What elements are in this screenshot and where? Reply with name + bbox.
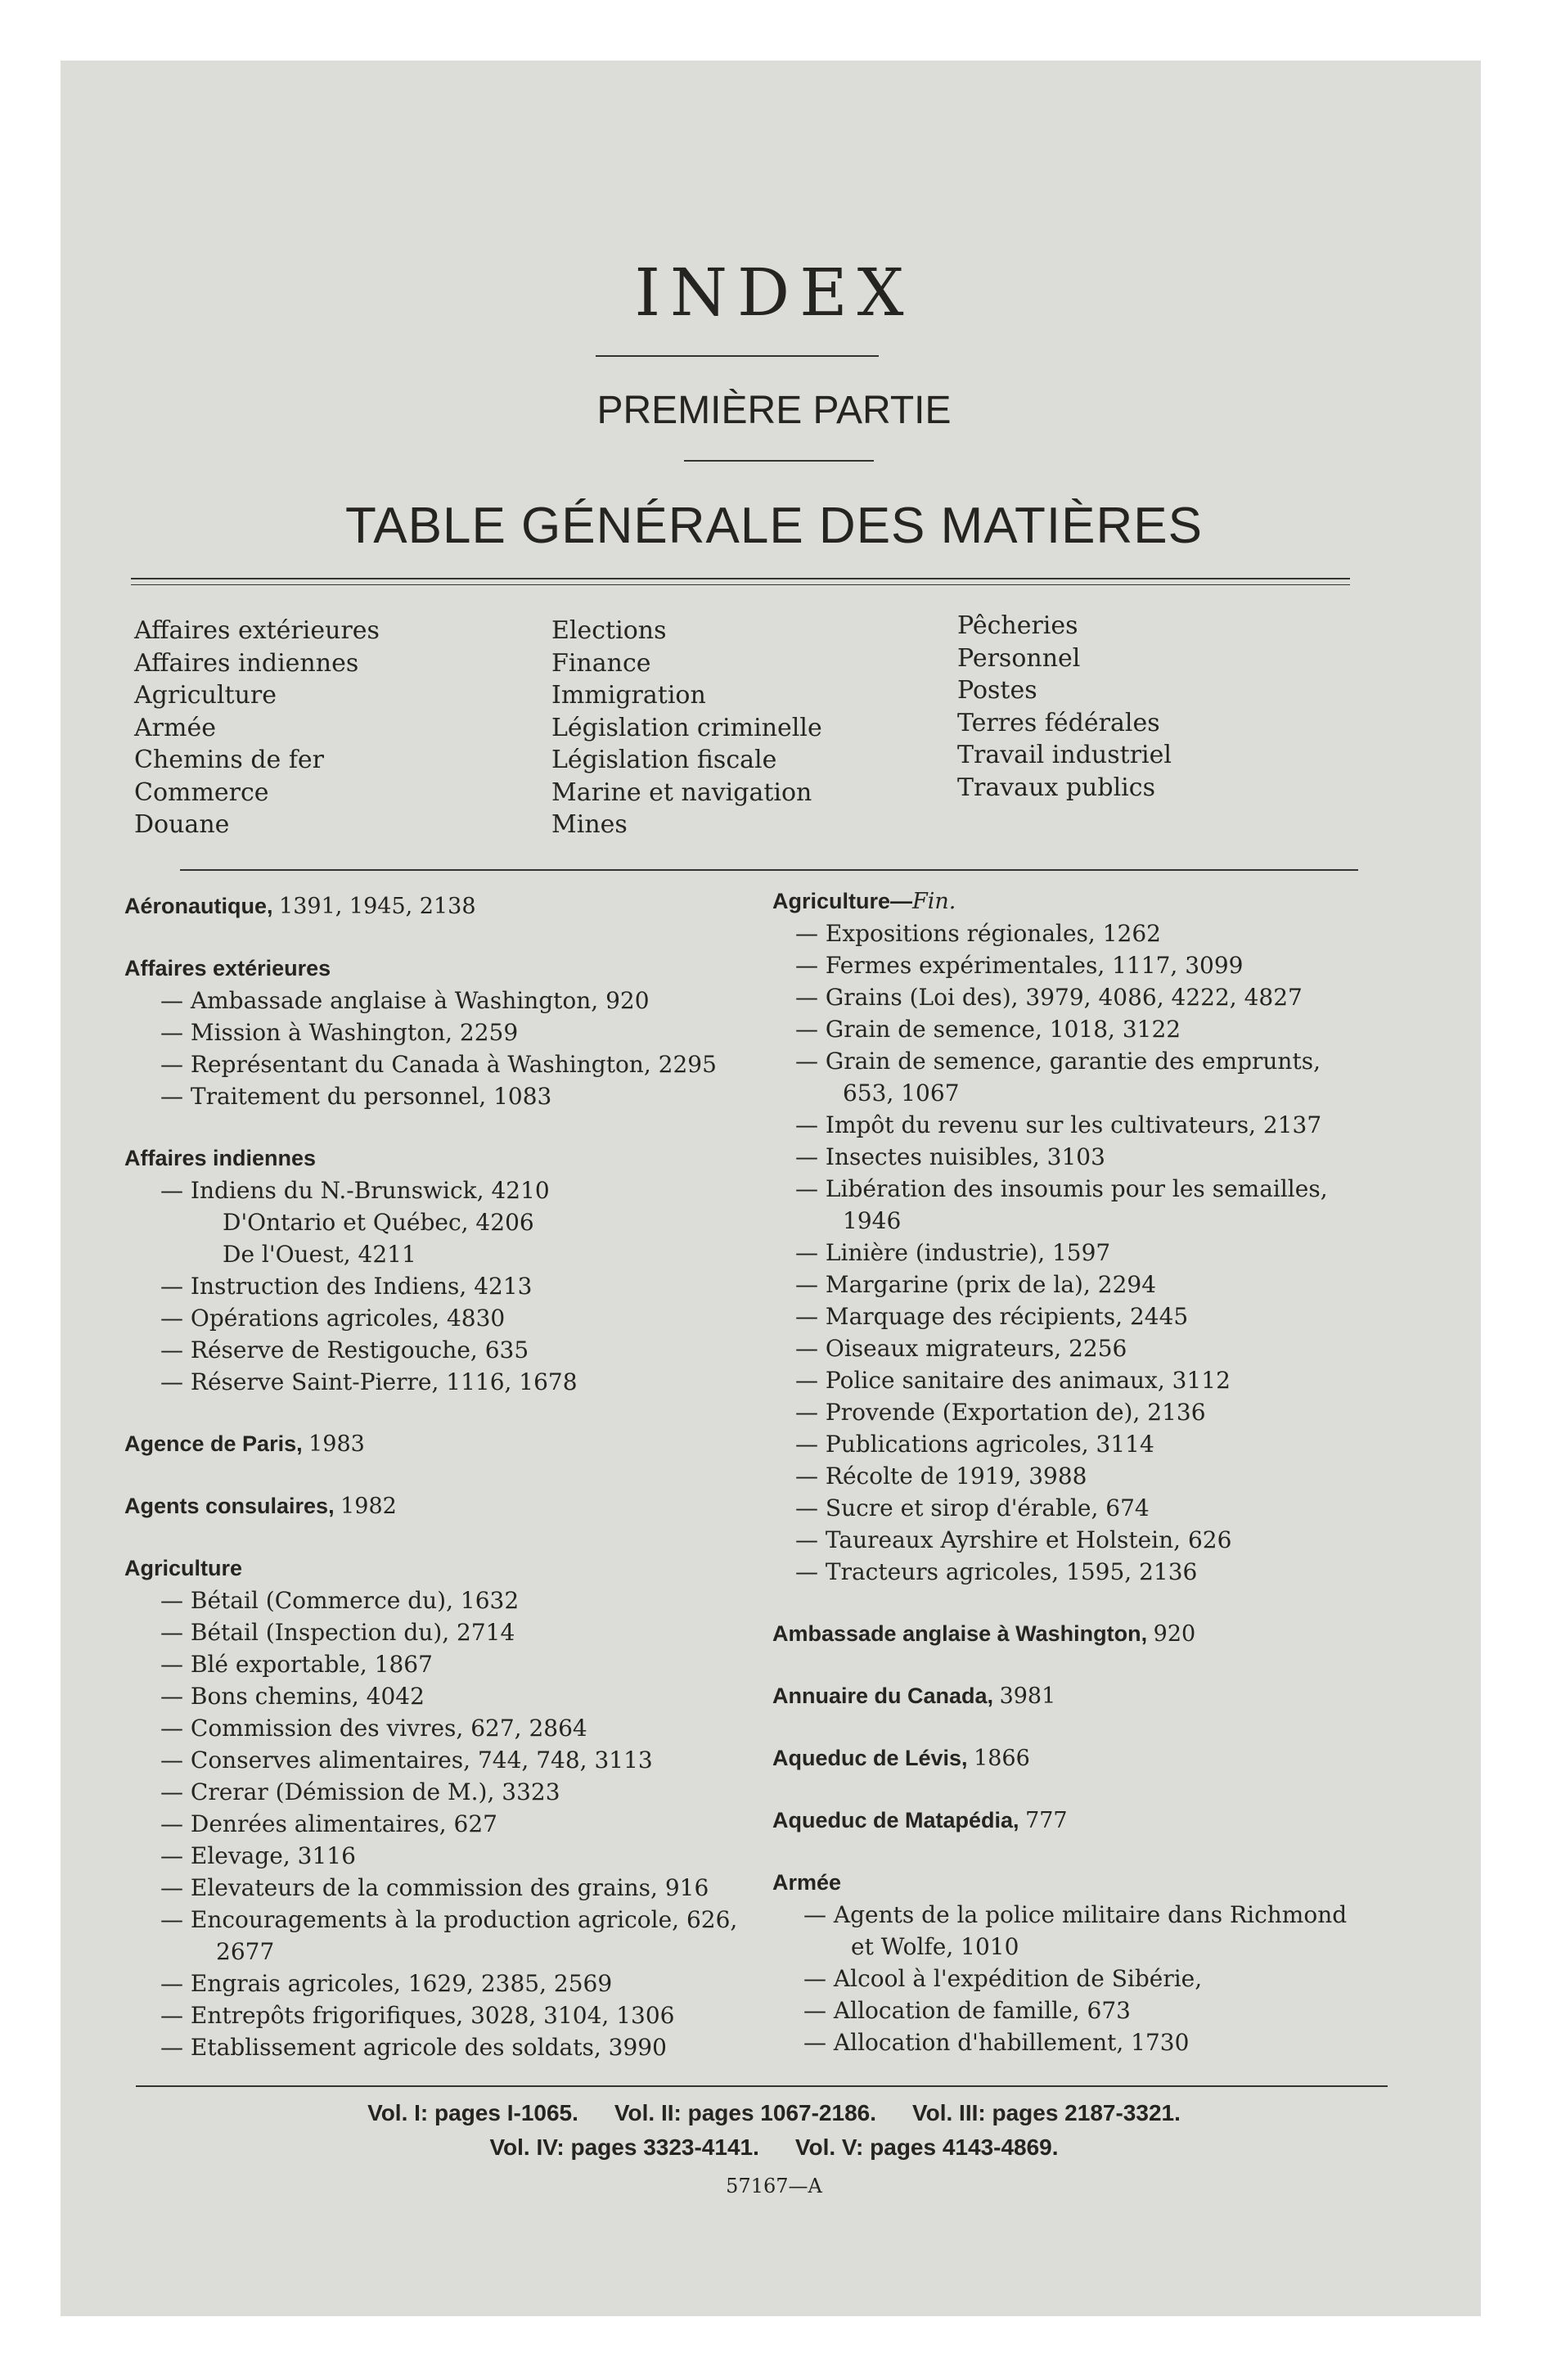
index-entry: — Conserves alimentaires, 744, 748, 3113 bbox=[160, 1747, 653, 1774]
index-heading: Aqueduc de Matapédia, 777 bbox=[772, 1808, 1068, 1833]
index-entry: — Taureaux Ayrshire et Holstein, 626 bbox=[795, 1526, 1232, 1553]
topic-item: Immigration bbox=[551, 681, 706, 710]
index-entry: — Commission des vivres, 627, 2864 bbox=[160, 1715, 587, 1742]
topic-item: Elections bbox=[551, 616, 667, 645]
index-entry: — Provende (Exportation de), 2136 bbox=[795, 1399, 1206, 1426]
index-entry: — Fermes expérimentales, 1117, 3099 bbox=[795, 952, 1244, 979]
index-entry: — Sucre et sirop d'érable, 674 bbox=[795, 1494, 1150, 1521]
volume-line-1 bbox=[0, 2097, 1548, 2130]
index-entry: — Margarine (prix de la), 2294 bbox=[795, 1271, 1157, 1298]
topic-item: Douane bbox=[134, 810, 230, 839]
index-entry: — Tracteurs agricoles, 1595, 2136 bbox=[795, 1558, 1198, 1585]
topic-item: Agriculture bbox=[134, 681, 277, 710]
index-heading: Aqueduc de Lévis, 1866 bbox=[772, 1746, 1030, 1771]
index-entry: — Ambassade anglaise à Washington, 920 bbox=[160, 987, 650, 1014]
index-entry: — Libération des insoumis pour les semailles, 1946 bbox=[795, 1175, 1328, 1234]
index-entry: — Grains (Loi des), 3979, 4086, 4222, 4827 bbox=[795, 984, 1303, 1011]
index-entry: — Alcool à l'expédition de Sibérie, bbox=[803, 1965, 1203, 1992]
part-heading: PREMIÈRE PARTIE bbox=[596, 389, 952, 432]
topic-item: Postes bbox=[957, 676, 1037, 705]
topics-column-1 bbox=[134, 615, 380, 841]
table-title: TABLE GÉNÉRALE DES MATIÈRES bbox=[345, 498, 1203, 554]
topic-item: Finance bbox=[551, 648, 651, 678]
index-entry: — Réserve de Restigouche, 635 bbox=[160, 1336, 529, 1364]
index-entry: — Représentant du Canada à Washington, 2295 bbox=[160, 1051, 717, 1078]
index-entry: — Bons chemins, 4042 bbox=[160, 1683, 425, 1710]
part-rule bbox=[684, 460, 874, 462]
index-entry: — Denrées alimentaires, 627 bbox=[160, 1810, 497, 1837]
index-heading: Affaires extérieures bbox=[124, 956, 331, 980]
index-entry: — Allocation d'habillement, 1730 bbox=[803, 2029, 1190, 2056]
volume-line-2 bbox=[0, 2131, 1548, 2164]
page-title: INDEX bbox=[634, 255, 914, 331]
index-heading: Agents consulaires, 1982 bbox=[124, 1494, 397, 1519]
footer-rule bbox=[136, 2085, 1388, 2087]
index-entry: — Encouragements à la production agricole, 626, 2677 bbox=[160, 1906, 738, 1965]
index-heading: Agriculture—Fin. bbox=[772, 889, 956, 914]
index-entry: — Récolte de 1919, 3988 bbox=[795, 1463, 1087, 1490]
index-entry: — Blé exportable, 1867 bbox=[160, 1651, 433, 1678]
topic-item: Travail industriel bbox=[957, 741, 1172, 769]
index-entry: — Engrais agricoles, 1629, 2385, 2569 bbox=[160, 1970, 613, 1997]
topic-item: Chemins de fer bbox=[134, 746, 325, 774]
index-entry: — Traitement du personnel, 1083 bbox=[160, 1083, 552, 1110]
index-entry: — Mission à Washington, 2259 bbox=[160, 1019, 519, 1046]
index-entry: — Linière (industrie), 1597 bbox=[795, 1239, 1111, 1266]
topic-item: Travaux publics bbox=[957, 773, 1155, 802]
topic-item: Marine et navigation bbox=[551, 778, 812, 807]
topics-column-2 bbox=[551, 615, 822, 841]
index-left-column bbox=[124, 890, 746, 2063]
index-entry: — Etablissement agricole des soldats, 3990 bbox=[160, 2034, 667, 2061]
index-entry: — Oiseaux migrateurs, 2256 bbox=[795, 1335, 1127, 1362]
index-heading: Armée bbox=[772, 1870, 842, 1895]
index-entry: — Entrepôts frigorifiques, 3028, 3104, 1306 bbox=[160, 2002, 675, 2029]
topic-item: Terres fédérales bbox=[957, 708, 1160, 737]
index-entry: — Marquage des récipients, 2445 bbox=[795, 1303, 1189, 1330]
volume-2: Vol. II: pages 1067-2186. bbox=[614, 2100, 876, 2125]
index-entry: — Allocation de famille, 673 bbox=[803, 1997, 1131, 2024]
topic-item: Législation criminelle bbox=[551, 713, 822, 742]
index-entry: — Opérations agricoles, 4830 bbox=[160, 1305, 506, 1332]
index-entry: — Réserve Saint-Pierre, 1116, 1678 bbox=[160, 1368, 578, 1395]
index-heading: Agence de Paris, 1983 bbox=[124, 1431, 365, 1457]
index-entry: — Grain de semence, 1018, 3122 bbox=[795, 1016, 1181, 1043]
topics-rule bbox=[180, 869, 1358, 871]
topic-item: Armée bbox=[134, 713, 216, 742]
print-code: 57167—A bbox=[726, 2175, 822, 2197]
index-heading: Ambassade anglaise à Washington, 920 bbox=[772, 1621, 1196, 1647]
index-entry: De l'Ouest, 4211 bbox=[223, 1241, 416, 1268]
index-entry: — Expositions régionales, 1262 bbox=[795, 920, 1161, 947]
volume-5: Vol. V: pages 4143-4869. bbox=[794, 2134, 1059, 2160]
index-entry: — Publications agricoles, 3114 bbox=[795, 1431, 1154, 1458]
topic-item: Affaires indiennes bbox=[134, 648, 359, 678]
topic-item: Mines bbox=[551, 810, 628, 839]
topic-item: Législation fiscale bbox=[551, 746, 777, 774]
double-rule-bottom bbox=[131, 584, 1350, 585]
index-heading: Aéronautique, 1391, 1945, 2138 bbox=[124, 894, 476, 919]
index-entry: — Insectes nuisibles, 3103 bbox=[795, 1143, 1105, 1170]
index-heading: Agriculture bbox=[124, 1556, 243, 1580]
volume-1: Vol. I: pages I-1065. bbox=[367, 2100, 578, 2125]
index-heading: Affaires indiennes bbox=[124, 1146, 317, 1170]
index-entry: — Agents de la police militaire dans Richmond et Wolfe, 1010 bbox=[803, 1901, 1348, 1960]
index-entry: — Grain de semence, garantie des emprunts, 653, 1067 bbox=[795, 1048, 1321, 1107]
volume-3: Vol. III: pages 2187-3321. bbox=[912, 2100, 1181, 2125]
index-entry: — Bétail (Inspection du), 2714 bbox=[160, 1619, 515, 1646]
topic-item: Commerce bbox=[134, 778, 269, 807]
index-entry: — Elevateurs de la commission des grains, 916 bbox=[160, 1874, 709, 1901]
title-rule bbox=[596, 355, 879, 357]
index-entry: — Elevage, 3116 bbox=[160, 1842, 356, 1869]
volume-4: Vol. IV: pages 3323-4141. bbox=[489, 2134, 759, 2160]
topics-column-3 bbox=[957, 610, 1172, 804]
index-entry: — Police sanitaire des animaux, 3112 bbox=[795, 1367, 1231, 1394]
index-entry: — Indiens du N.-Brunswick, 4210 bbox=[160, 1177, 550, 1204]
double-rule-top bbox=[131, 578, 1350, 579]
index-entry: — Bétail (Commerce du), 1632 bbox=[160, 1587, 520, 1614]
index-entry: D'Ontario et Québec, 4206 bbox=[223, 1209, 534, 1236]
index-entry: — Crerar (Démission de M.), 3323 bbox=[160, 1778, 560, 1805]
topic-item: Affaires extérieures bbox=[134, 616, 380, 645]
topic-item: Pêcheries bbox=[957, 611, 1078, 640]
index-entry: — Instruction des Indiens, 4213 bbox=[160, 1273, 533, 1300]
index-entry: — Impôt du revenu sur les cultivateurs, 2137 bbox=[795, 1111, 1322, 1138]
topic-item: Personnel bbox=[957, 643, 1081, 673]
index-right-column bbox=[772, 886, 1394, 2058]
index-heading: Annuaire du Canada, 3981 bbox=[772, 1684, 1056, 1709]
